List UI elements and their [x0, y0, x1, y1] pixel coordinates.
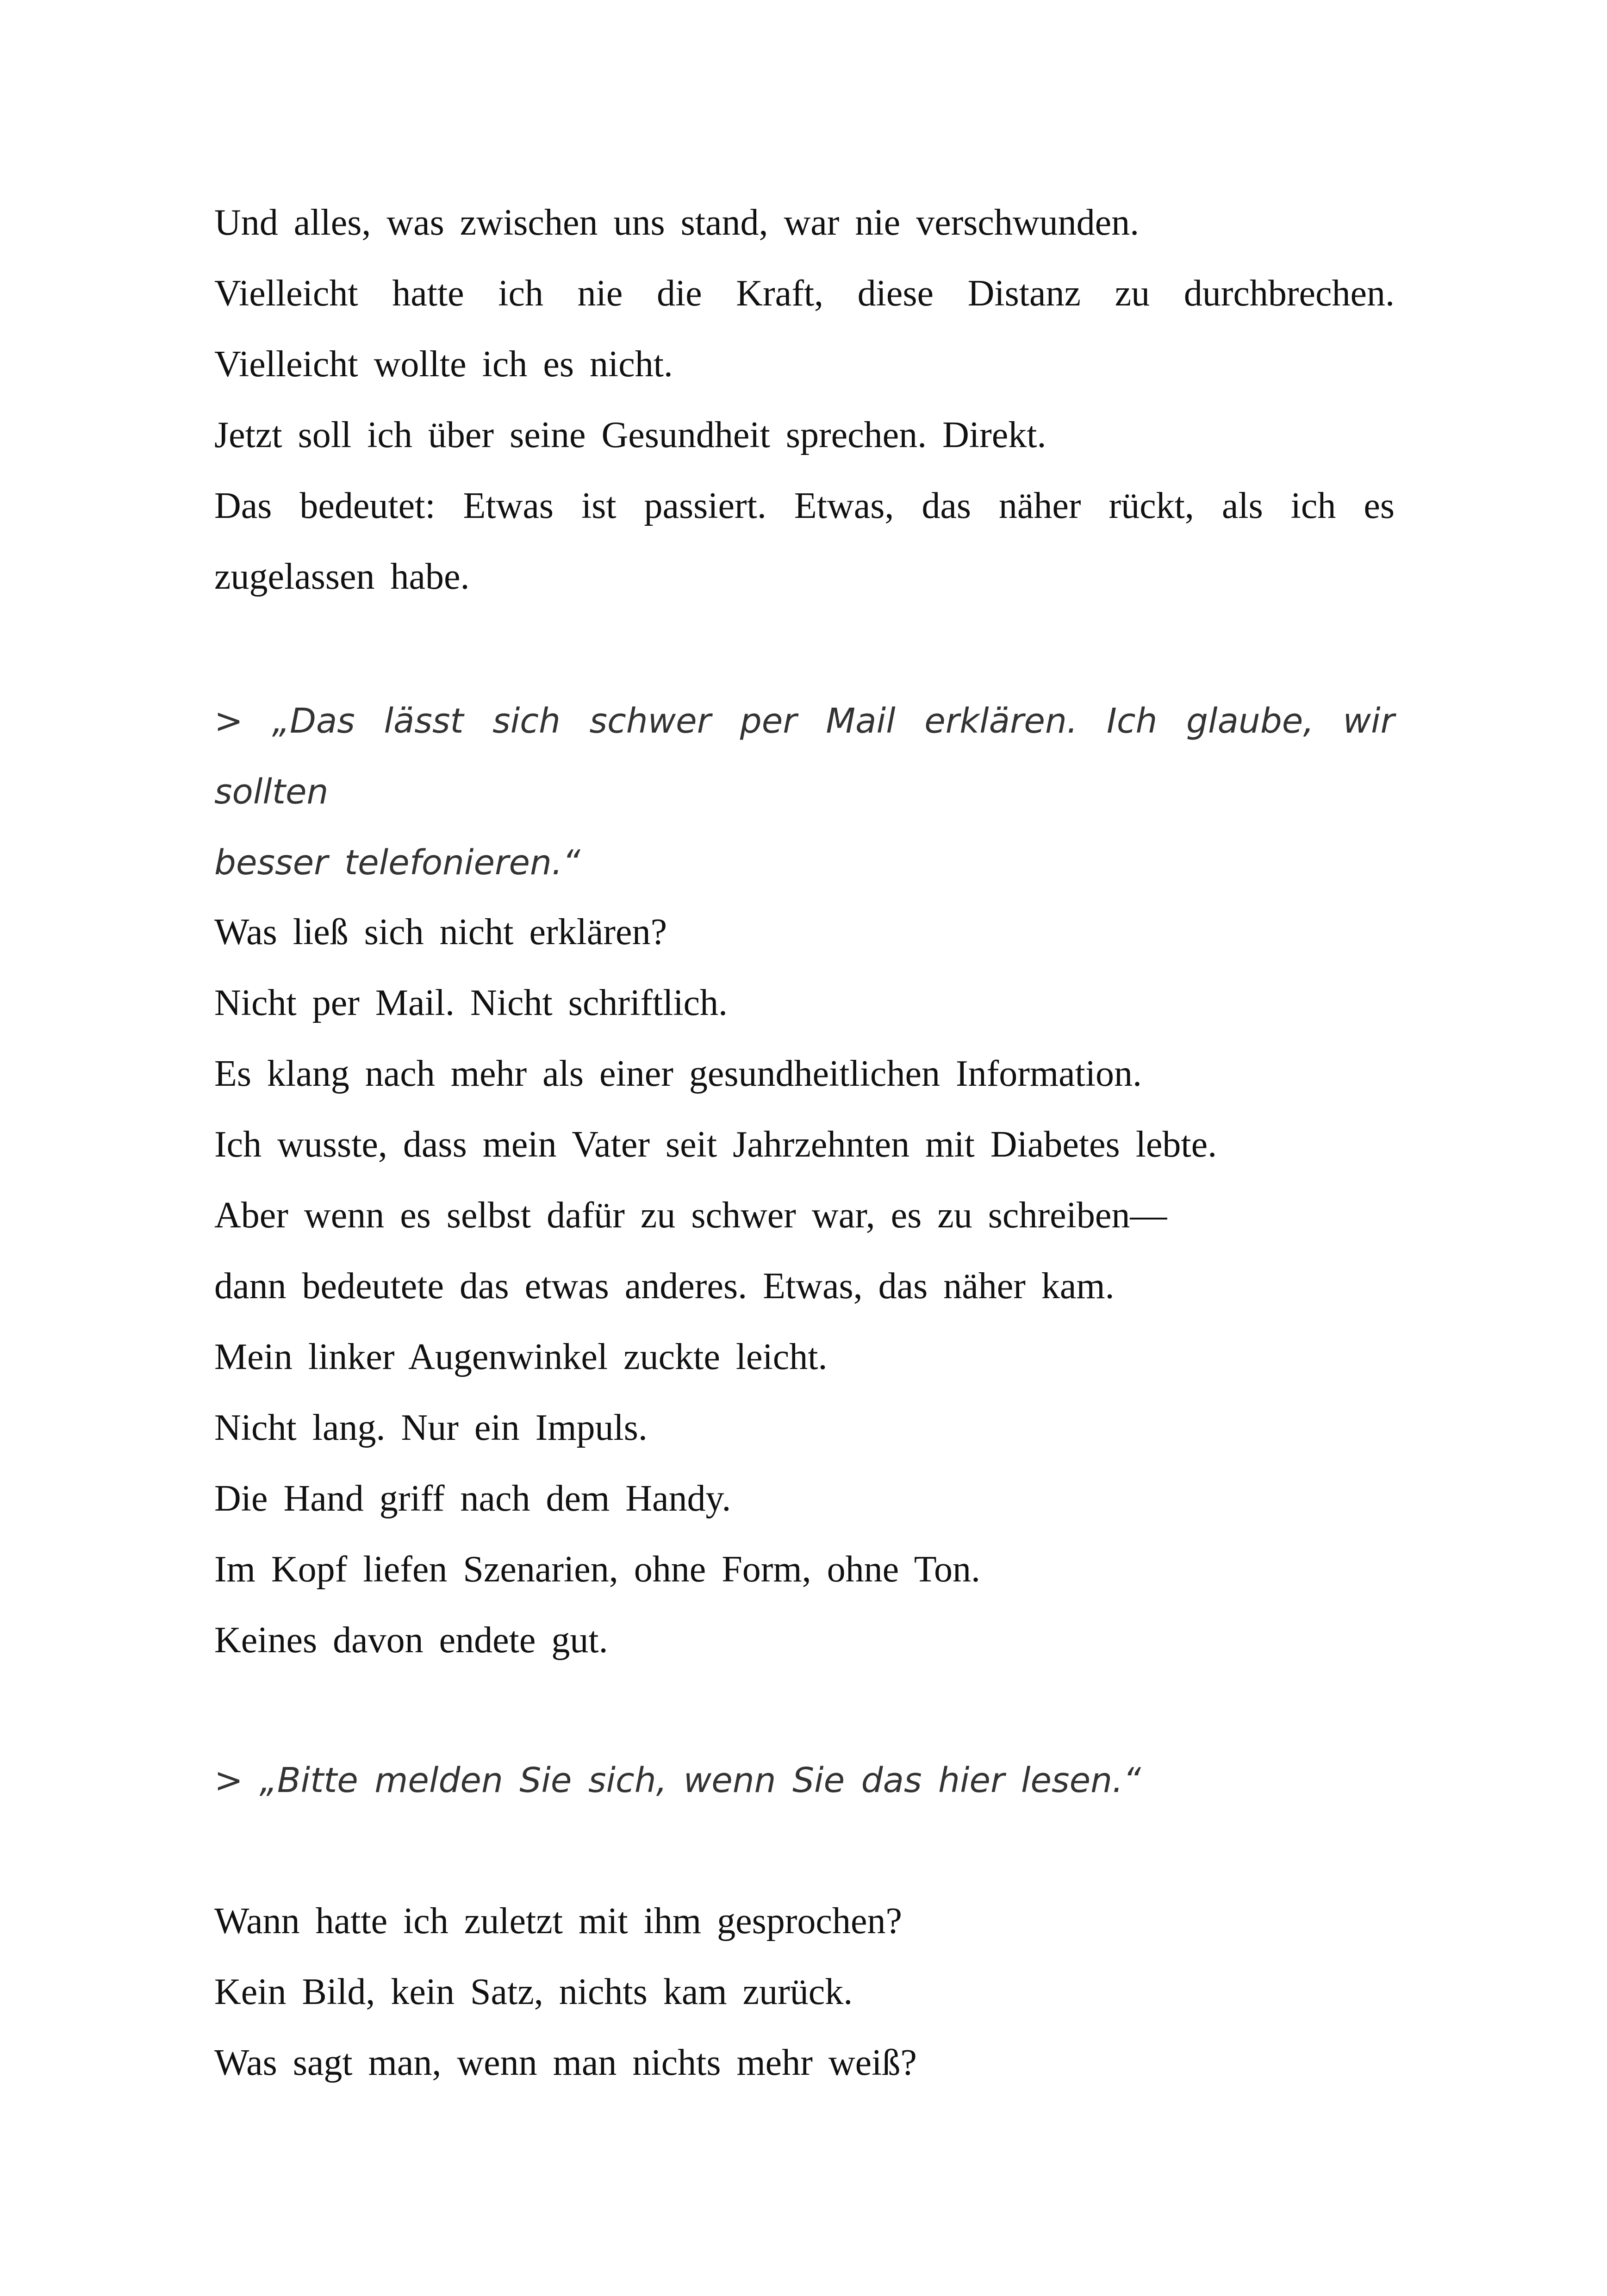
text-line: Die Hand griff nach dem Handy.: [214, 1478, 731, 1519]
text-line: Keines davon endete gut.: [214, 1620, 608, 1661]
quote-line: > „Bitte melden Sie sich, wenn Sie das hier lesen.“: [214, 1761, 1141, 1800]
text-line: Was sagt man, wenn man nichts mehr weiß?: [214, 2042, 917, 2083]
text-line: Das bedeutet: Etwas ist passiert. Etwas, das näher rückt, als ich es: [214, 485, 1395, 526]
text-line: Mein linker Augenwinkel zuckte leicht.: [214, 1337, 828, 1377]
text-line: Und alles, was zwischen uns stand, war nie verschwunden.: [214, 202, 1140, 243]
text-line: zugelassen habe.: [214, 556, 470, 597]
text-line: Nicht lang. Nur ein Impuls.: [214, 1407, 648, 1448]
text-line: Aber wenn es selbst dafür zu schwer war, es zu schreiben—: [214, 1195, 1167, 1236]
text-line: Ich wusste, dass mein Vater seit Jahrzehnten mit Diabetes lebte.: [214, 1124, 1217, 1165]
text-line: Im Kopf liefen Szenarien, ohne Form, ohne Ton.: [214, 1549, 980, 1590]
paragraph-2: [214, 897, 1395, 1676]
email-quote-1: [214, 686, 1395, 898]
text-line: Jetzt soll ich über seine Gesundheit sprechen. Direkt.: [214, 415, 1046, 455]
paragraph-3: [214, 1886, 1395, 2098]
text-line: Es klang nach mehr als einer gesundheitlichen Information.: [214, 1053, 1142, 1094]
paragraph-1: [214, 187, 1395, 612]
text-line: dann bedeutete das etwas anderes. Etwas, das näher kam.: [214, 1266, 1115, 1307]
email-quote-2: [214, 1745, 1395, 1816]
quote-line: > „Das lässt sich schwer per Mail erklären. Ich glaube, wir sollten: [214, 701, 1395, 812]
text-line: Nicht per Mail. Nicht schriftlich.: [214, 983, 728, 1023]
text-line: Wann hatte ich zuletzt mit ihm gesprochen?: [214, 1901, 902, 1941]
quote-line: besser telefonieren.“: [214, 843, 580, 883]
text-line: Vielleicht wollte ich es nicht.: [214, 344, 673, 385]
text-line: Was ließ sich nicht erklären?: [214, 912, 667, 952]
text-line: Vielleicht hatte ich nie die Kraft, diese Distanz zu durchbrechen.: [214, 273, 1395, 314]
text-line: Kein Bild, kein Satz, nichts kam zurück.: [214, 1972, 853, 2012]
